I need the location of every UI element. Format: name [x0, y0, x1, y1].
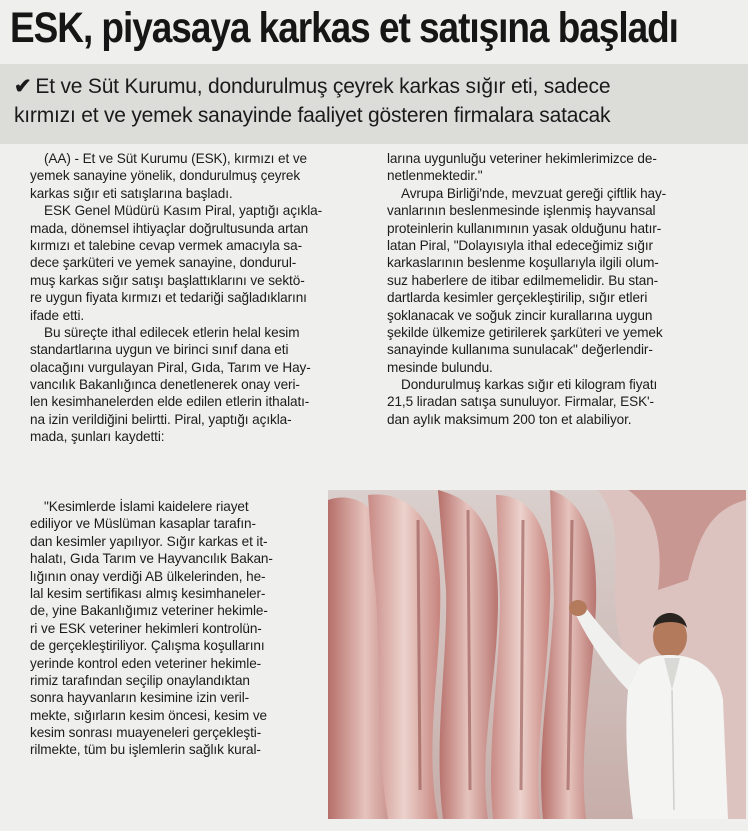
text-line: mada, şunları kaydetti:: [30, 429, 165, 445]
text-line: latan Piral, "Dolayısıyla ithal edeceğimiz sığır: [387, 237, 653, 253]
text-line: yemek sanayine yönelik, dondurulmuş çeyrek: [30, 168, 301, 184]
text-line: standartlarına uygun ve birinci sınıf dana eti: [30, 342, 289, 358]
text-line: 21,5 liradan satışa sunuluyor. Firmalar, ESK'-: [387, 394, 654, 410]
text-line: len kesimhanelerden elde edilen etlerin ithalatı-: [30, 394, 310, 410]
article-column-1-lower: [30, 498, 330, 759]
text-line: mada, dönemsel ihtiyaçlar doğrultusunda artan: [30, 220, 309, 236]
text-line: karkaslarının beslenme koşullarıyla ilgili olum-: [387, 255, 659, 271]
text-line: karkas sığır eti satışlarına başladı.: [30, 185, 233, 201]
text-line: rilmekte, tüm bu işlemlerin sağlık kural-: [30, 742, 261, 758]
text-line: dan kesimler yapılıyor. Sığır karkas et it-: [30, 533, 268, 549]
text-line: dartlarda kesimler gerçekleştirilip, sığır etleri: [387, 290, 648, 306]
text-line: Bu süreçte ithal edilecek etlerin helal kesim: [44, 324, 300, 340]
text-line: şekilde ülkemize getirilerek şarküteri ve yemek: [387, 324, 663, 340]
headline: ESK, piyasaya karkas et satışına başladı: [10, 4, 678, 52]
text-line: Dondurulmuş karkas sığır eti kilogram fiyatı: [401, 377, 658, 393]
text-line: mekte, sığırların kesim öncesi, kesim ve: [30, 707, 267, 723]
text-line: yerinde kontrol eden veteriner hekimle-: [30, 655, 262, 671]
text-line: proteinlerin kullanımının yasak olduğunu hatır-: [387, 220, 662, 236]
text-line: kırmızı et talebine cevap vermek amacıyla sa-: [30, 237, 303, 253]
subheadline: [14, 72, 740, 130]
text-line: de, yine Bakanlığımız veteriner hekimle-: [30, 603, 268, 619]
text-line: ediliyor ve Müslüman kasaplar tarafın-: [30, 516, 256, 532]
text-line: de gerçekleştiriliyor. Çalışma koşullarını: [30, 638, 265, 654]
carcass-illustration: [328, 490, 746, 819]
text-line: (AA) - Et ve Süt Kurumu (ESK), kırmızı et ve: [44, 151, 308, 166]
text-line: re uygun fiyata kırmızı et tedariği sağladıklarını: [30, 290, 307, 306]
text-line: dan aylık maksimum 200 ton et alabiliyor.: [387, 411, 632, 427]
text-line: vancılık Bakanlığınca denetlenerek onay veri-: [30, 377, 300, 393]
subheadline-line-2: kırmızı et ve yemek sanayinde faaliyet gösteren firmalara satacak: [14, 104, 611, 127]
text-line: kesim sonrası muayeneleri gerçekleşti-: [30, 725, 262, 741]
text-line: larına uygunluğu veteriner hekimlerimizce de-: [387, 151, 657, 166]
text-line: dece şarküteri ve yemek sanayine, dondurul-: [30, 255, 297, 271]
text-line: vanlarının beslenmesinde işlenmiş hayvansal: [387, 203, 656, 219]
text-line: na izin verildiğini belirtti. Piral, yaptığı açıkla-: [30, 411, 292, 427]
text-line: suz haberlere de itibar edilmemelidir. Bu stan-: [387, 272, 659, 288]
text-line: olacağını vurgulayan Piral, Gıda, Tarım ve Hay-: [30, 359, 311, 375]
article-column-1: [30, 150, 360, 446]
text-line: ifade etti.: [30, 307, 85, 323]
text-line: Avrupa Birliği'nde, mevzuat gereği çiftlik hay-: [401, 185, 667, 201]
text-line: halatı, Gıda Tarım ve Hayvancılık Bakan-: [30, 551, 273, 567]
carcass-meat-photo: [328, 490, 746, 819]
subheadline-line-1: ✔ Et ve Süt Kurumu, dondurulmuş çeyrek karkas sığır eti, sadece: [14, 75, 611, 98]
text-line: rimiz tarafından seçilip onaylandıktan: [30, 672, 250, 688]
article-column-2: [387, 150, 737, 428]
text-line: şoklanacak ve soğuk zincir kurallarına uygun: [387, 307, 653, 323]
text-line: netlenmektedir.": [387, 168, 483, 184]
text-line: ri ve ESK veteriner hekimleri kontrolün-: [30, 620, 262, 636]
text-line: sanayinde kullanıma sunulacak" değerlendir-: [387, 342, 653, 358]
text-line: sonra hayvanların kesimine izin veril-: [30, 690, 250, 706]
text-line: "Kesimlerde İslami kaidelere riayet: [44, 499, 249, 514]
text-line: lal kesim sertifikası almış kesimhaneler-: [30, 585, 266, 601]
text-line: ESK Genel Müdürü Kasım Piral, yaptığı açıkla-: [44, 203, 323, 219]
text-line: lığının onay verdiği AB ülkelerinden, he-: [30, 568, 266, 584]
text-line: mesinde bulundu.: [387, 359, 493, 375]
text-line: muş karkas sığır satışı başlattıklarını ve sektö-: [30, 272, 305, 288]
checkmark-icon: ✔: [14, 75, 32, 98]
